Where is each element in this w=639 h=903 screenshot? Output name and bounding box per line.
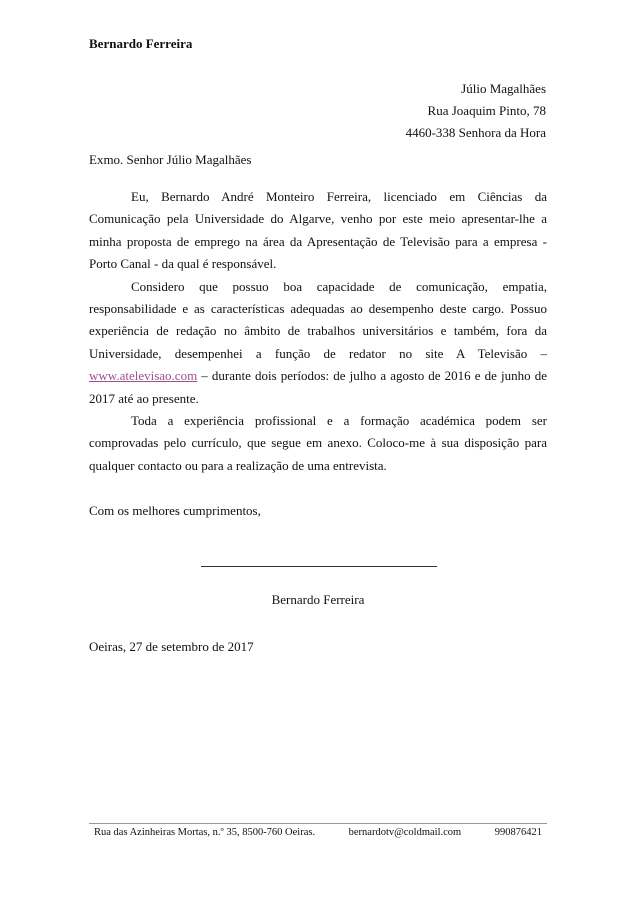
- footer-address: Rua das Azinheiras Mortas, n.º 35, 8500-760 Oeiras.: [94, 827, 316, 838]
- footer-divider: [89, 823, 547, 824]
- sender-name: Bernardo Ferreira: [89, 36, 193, 51]
- body-paragraph-2-text-a: Considero que possuo boa capacidade de comunicação, empatia, responsabilidade e as características adequadas ao desempenho deste cargo. Possuo experiência de redação no âmbito de trabalhos universitários e também, fora da Universidade, desempenhei a função de redator no site A Televisão –: [89, 278, 547, 361]
- body-paragraph-1: Eu, Bernardo André Monteiro Ferreira, licenciado em Ciências da Comunicação pela Universidade do Algarve, venho por este meio apresentar-lhe a minha proposta de emprego na área da Apresentação de Televisão para a empresa - Porto Canal - da qual é responsável.: [89, 189, 547, 272]
- salutation: Exmo. Senhor Júlio Magalhães: [89, 152, 252, 167]
- footer-email: bernardotv@coldmail.com: [348, 827, 462, 838]
- place-date: Oeiras, 27 de setembro de 2017: [89, 639, 254, 654]
- letter-body: [89, 186, 547, 477]
- body-paragraph-3: Toda a experiência profissional e a formação académica podem ser comprovadas pelo currículo, que segue em anexo. Coloco-me à sua disposição para qualquer contacto ou para a realização de uma entrevista.: [89, 413, 547, 473]
- recipient-address: [406, 78, 546, 144]
- recipient-street: Rua Joaquim Pinto, 78: [427, 103, 546, 118]
- body-paragraph-2-text-b: – durante dois períodos: de julho a agosto de 2016 e de junho de 2017 até ao presente.: [89, 368, 547, 406]
- signature-name: Bernardo Ferreira: [271, 592, 365, 607]
- recipient-city: 4460-338 Senhora da Hora: [405, 125, 546, 140]
- signature-line: [201, 566, 437, 567]
- website-link[interactable]: www.atelevisao.com: [89, 368, 198, 384]
- body-paragraph-2: [89, 276, 547, 410]
- closing: Com os melhores cumprimentos,: [89, 503, 261, 518]
- footer: [94, 827, 542, 838]
- footer-phone: 990876421: [494, 827, 542, 838]
- recipient-name: Júlio Magalhães: [461, 81, 546, 96]
